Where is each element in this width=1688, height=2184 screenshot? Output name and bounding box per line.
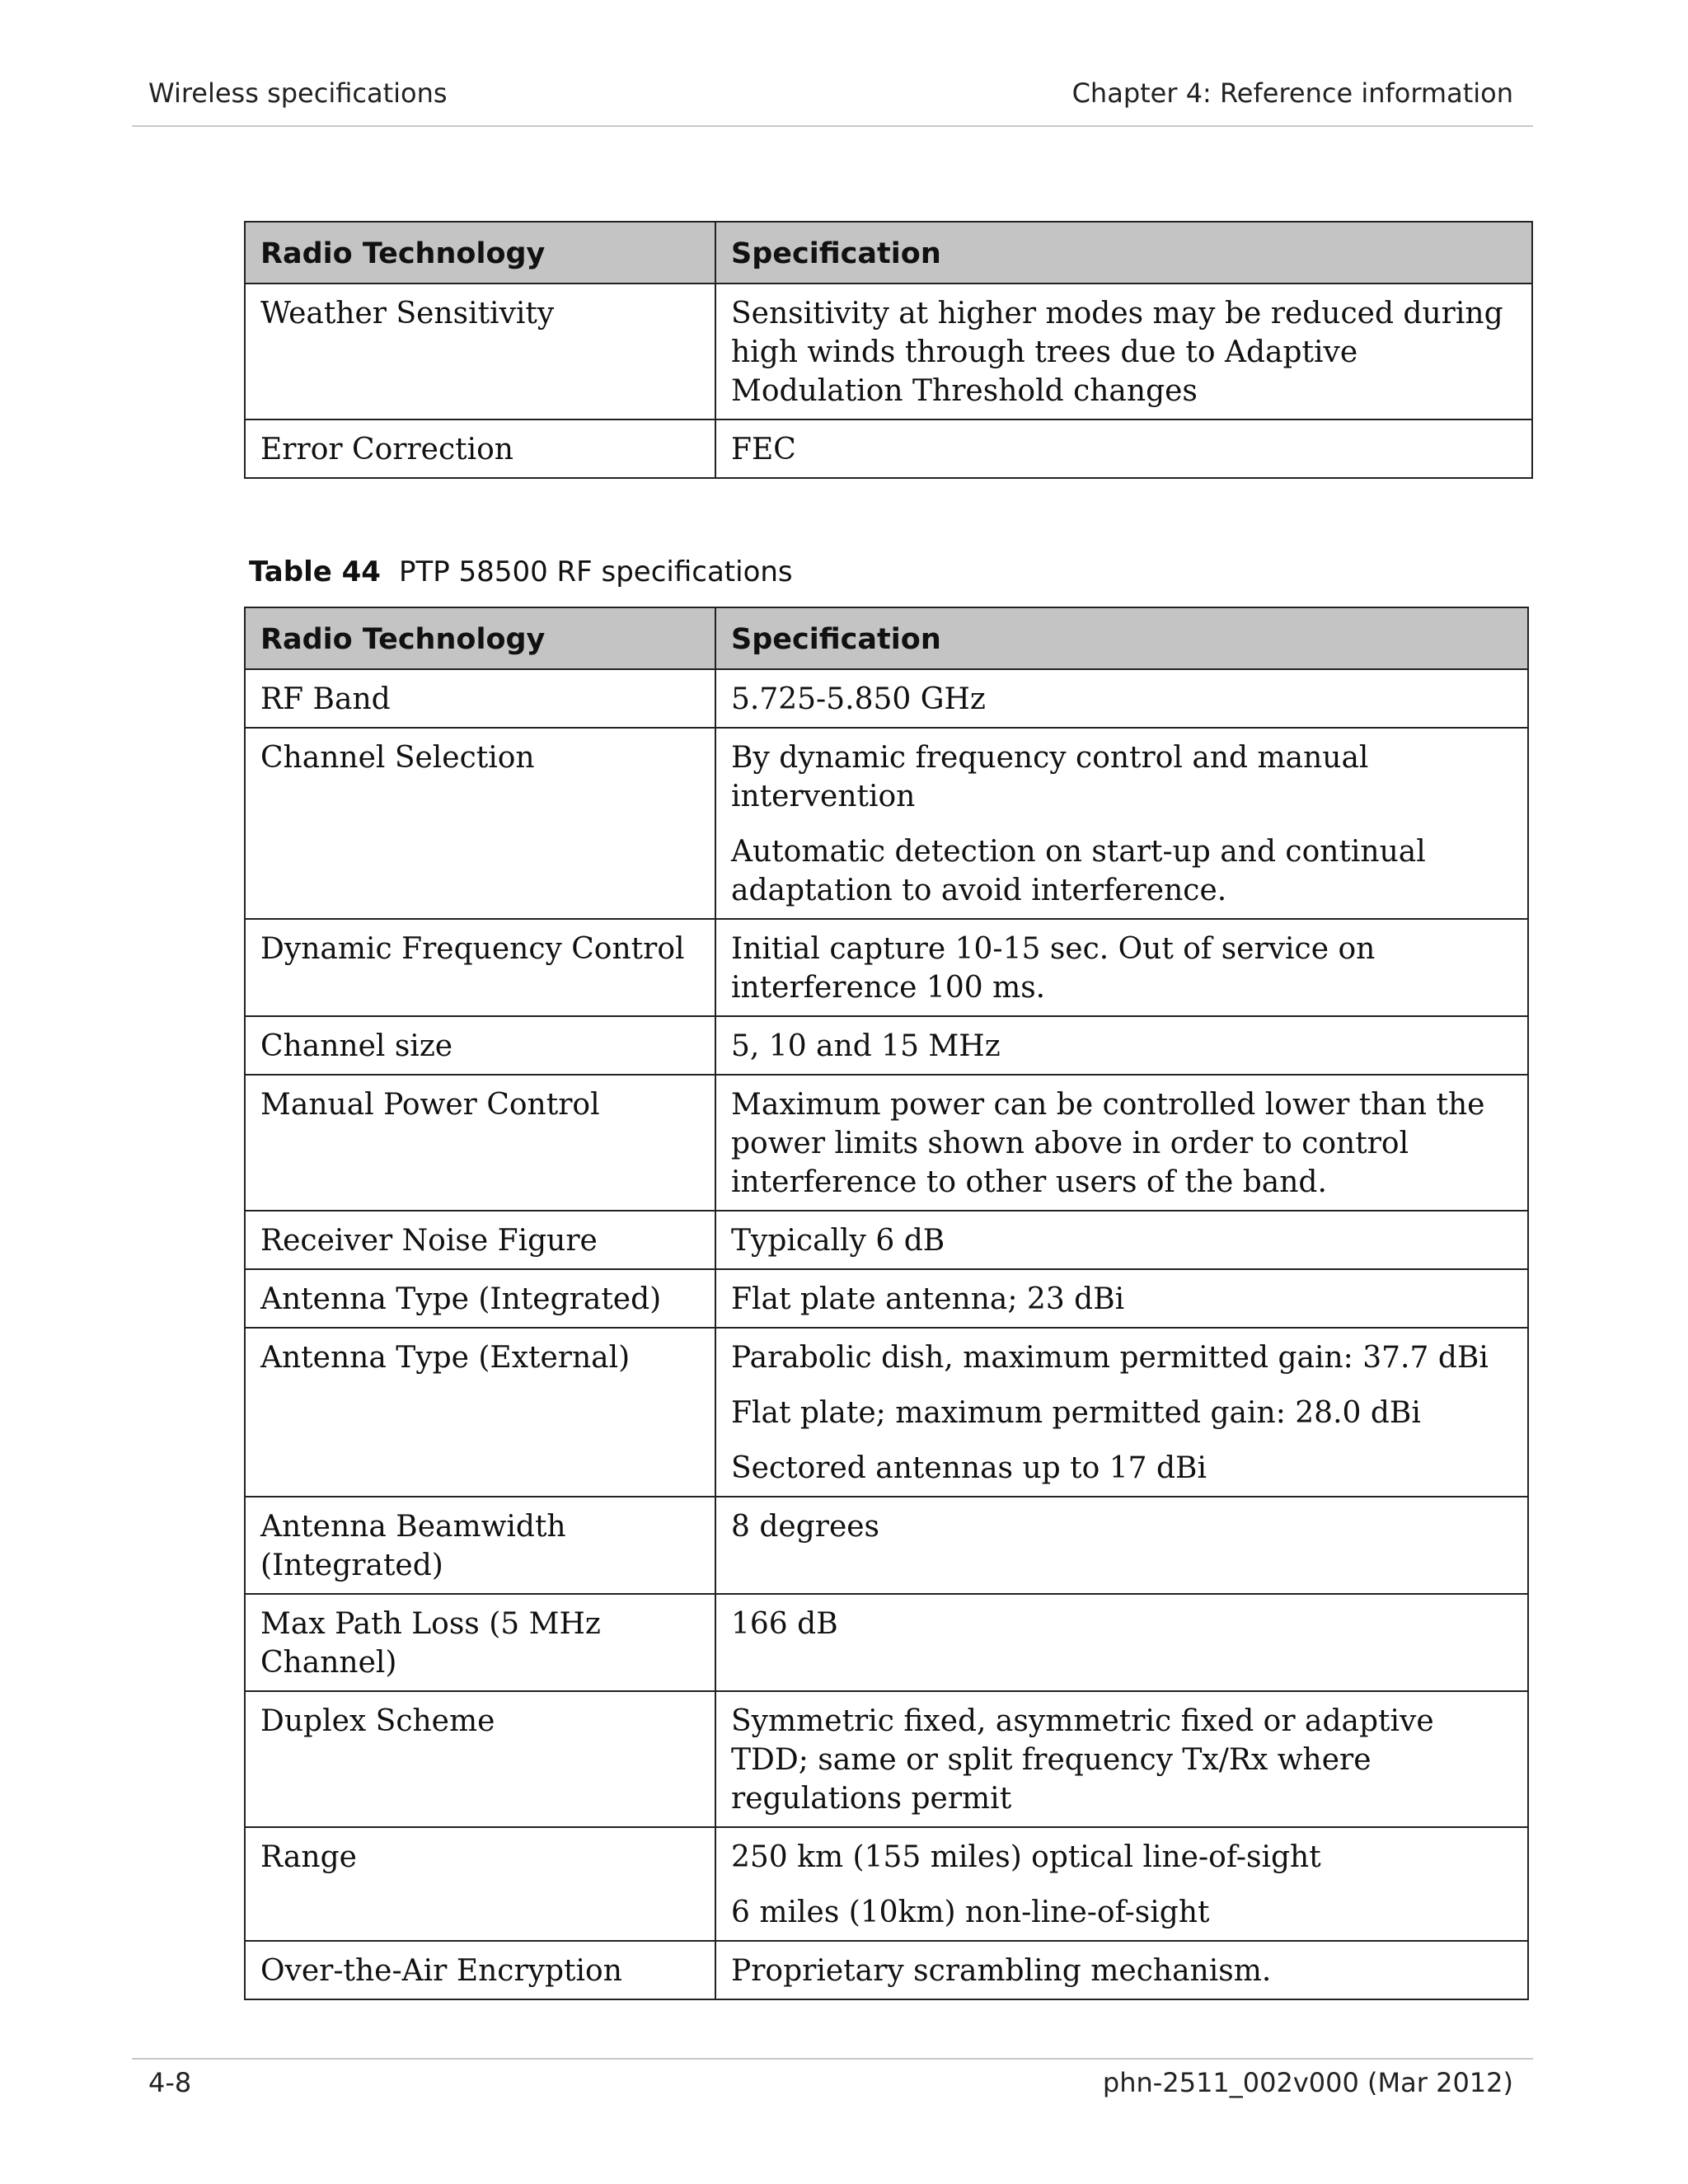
table-body (245, 669, 1528, 1999)
specification-paragraph: Automatic detection on start-up and continual adaptation to avoid interference. (731, 835, 1426, 907)
row-specification (715, 1075, 1528, 1211)
specification-paragraph: Initial capture 10-15 sec. Out of service on interference 100 ms. (731, 932, 1376, 1005)
row-label: Max Path Loss (5 MHz Channel) (245, 1594, 715, 1691)
table-row (245, 419, 1532, 478)
specification-paragraph: Proprietary scrambling mechanism. (731, 1954, 1272, 1988)
specification-paragraph: Parabolic dish, maximum permitted gain: 37.7 dBi (731, 1341, 1489, 1375)
footer-rule (132, 2058, 1533, 2060)
specification-paragraph: By dynamic frequency control and manual intervention (731, 741, 1369, 813)
row-label: Antenna Type (External) (245, 1328, 715, 1497)
row-label: Receiver Noise Figure (245, 1211, 715, 1269)
table-caption (249, 555, 793, 588)
row-label: Antenna Beamwidth (Integrated) (245, 1497, 715, 1594)
table-row (245, 1827, 1528, 1941)
table-row (245, 1211, 1528, 1269)
specification-paragraph: 6 miles (10km) non-line-of-sight (731, 1896, 1210, 1929)
row-label: Manual Power Control (245, 1075, 715, 1211)
column-header-specification: Specification (715, 222, 1532, 284)
row-specification (715, 1269, 1528, 1328)
specification-paragraph: 8 degrees (731, 1510, 880, 1544)
rf-specifications-table (244, 607, 1529, 2000)
row-specification (715, 1827, 1528, 1941)
table-row (245, 1016, 1528, 1075)
row-label: Duplex Scheme (245, 1691, 715, 1827)
row-specification (715, 1594, 1528, 1691)
specification-paragraph: FEC (731, 433, 796, 466)
row-specification (715, 1328, 1528, 1497)
row-label: Weather Sensitivity (245, 284, 715, 419)
table-row (245, 1594, 1528, 1691)
row-label: Antenna Type (Integrated) (245, 1269, 715, 1328)
row-label: RF Band (245, 669, 715, 728)
row-label: Channel size (245, 1016, 715, 1075)
table-row (245, 919, 1528, 1016)
row-specification (715, 1016, 1528, 1075)
running-header-section: Wireless specifications (148, 77, 448, 109)
row-specification (715, 728, 1528, 919)
specification-paragraph: Maximum power can be controlled lower than the power limits shown above in order to control interference to other users of the band. (731, 1088, 1485, 1199)
table-header-row (245, 607, 1528, 669)
document-id: phn-2511_002v000 (Mar 2012) (1102, 2067, 1513, 2098)
table-caption-number: Table 44 (249, 555, 381, 588)
table-row (245, 1328, 1528, 1497)
table-header-row (245, 222, 1532, 284)
row-specification (715, 919, 1528, 1016)
spec-table-continued (244, 221, 1533, 479)
specification-paragraph: 5.725-5.850 GHz (731, 682, 986, 716)
specification-paragraph: Sensitivity at higher modes may be reduced during high winds through trees due to Adaptive Modulation Threshold changes (731, 297, 1503, 408)
row-label: Error Correction (245, 419, 715, 478)
table-row (245, 1269, 1528, 1328)
specification-paragraph: Sectored antennas up to 17 dBi (731, 1451, 1207, 1485)
header-rule (132, 125, 1533, 127)
row-label: Dynamic Frequency Control (245, 919, 715, 1016)
row-specification (715, 1211, 1528, 1269)
specification-paragraph: Flat plate; maximum permitted gain: 28.0 dBi (731, 1396, 1421, 1430)
row-label: Over-the-Air Encryption (245, 1941, 715, 1999)
running-header-chapter: Chapter 4: Reference information (1071, 77, 1513, 109)
column-header-radio-technology: Radio Technology (245, 607, 715, 669)
table-row (245, 1691, 1528, 1827)
column-header-radio-technology: Radio Technology (245, 222, 715, 284)
row-specification (715, 1941, 1528, 1999)
specification-paragraph: Flat plate antenna; 23 dBi (731, 1282, 1125, 1316)
specification-paragraph: 5, 10 and 15 MHz (731, 1029, 1001, 1063)
specification-paragraph: 166 dB (731, 1607, 838, 1641)
table-row (245, 1075, 1528, 1211)
table-body (245, 284, 1532, 478)
specification-paragraph: 250 km (155 miles) optical line-of-sight (731, 1840, 1321, 1874)
row-specification (715, 419, 1532, 478)
row-specification (715, 284, 1532, 419)
column-header-specification: Specification (715, 607, 1528, 669)
row-specification (715, 1691, 1528, 1827)
row-specification (715, 1497, 1528, 1594)
table-row (245, 1941, 1528, 1999)
page-number: 4-8 (148, 2067, 192, 2098)
table-row (245, 284, 1532, 419)
specification-paragraph: Symmetric fixed, asymmetric fixed or adaptive TDD; same or split frequency Tx/Rx where regulations permit (731, 1704, 1434, 1816)
row-label: Channel Selection (245, 728, 715, 919)
table-row (245, 669, 1528, 728)
table-row (245, 728, 1528, 919)
table-caption-title: PTP 58500 RF specifications (398, 555, 793, 588)
row-label: Range (245, 1827, 715, 1941)
row-specification (715, 669, 1528, 728)
table-row (245, 1497, 1528, 1594)
specification-paragraph: Typically 6 dB (731, 1224, 945, 1258)
